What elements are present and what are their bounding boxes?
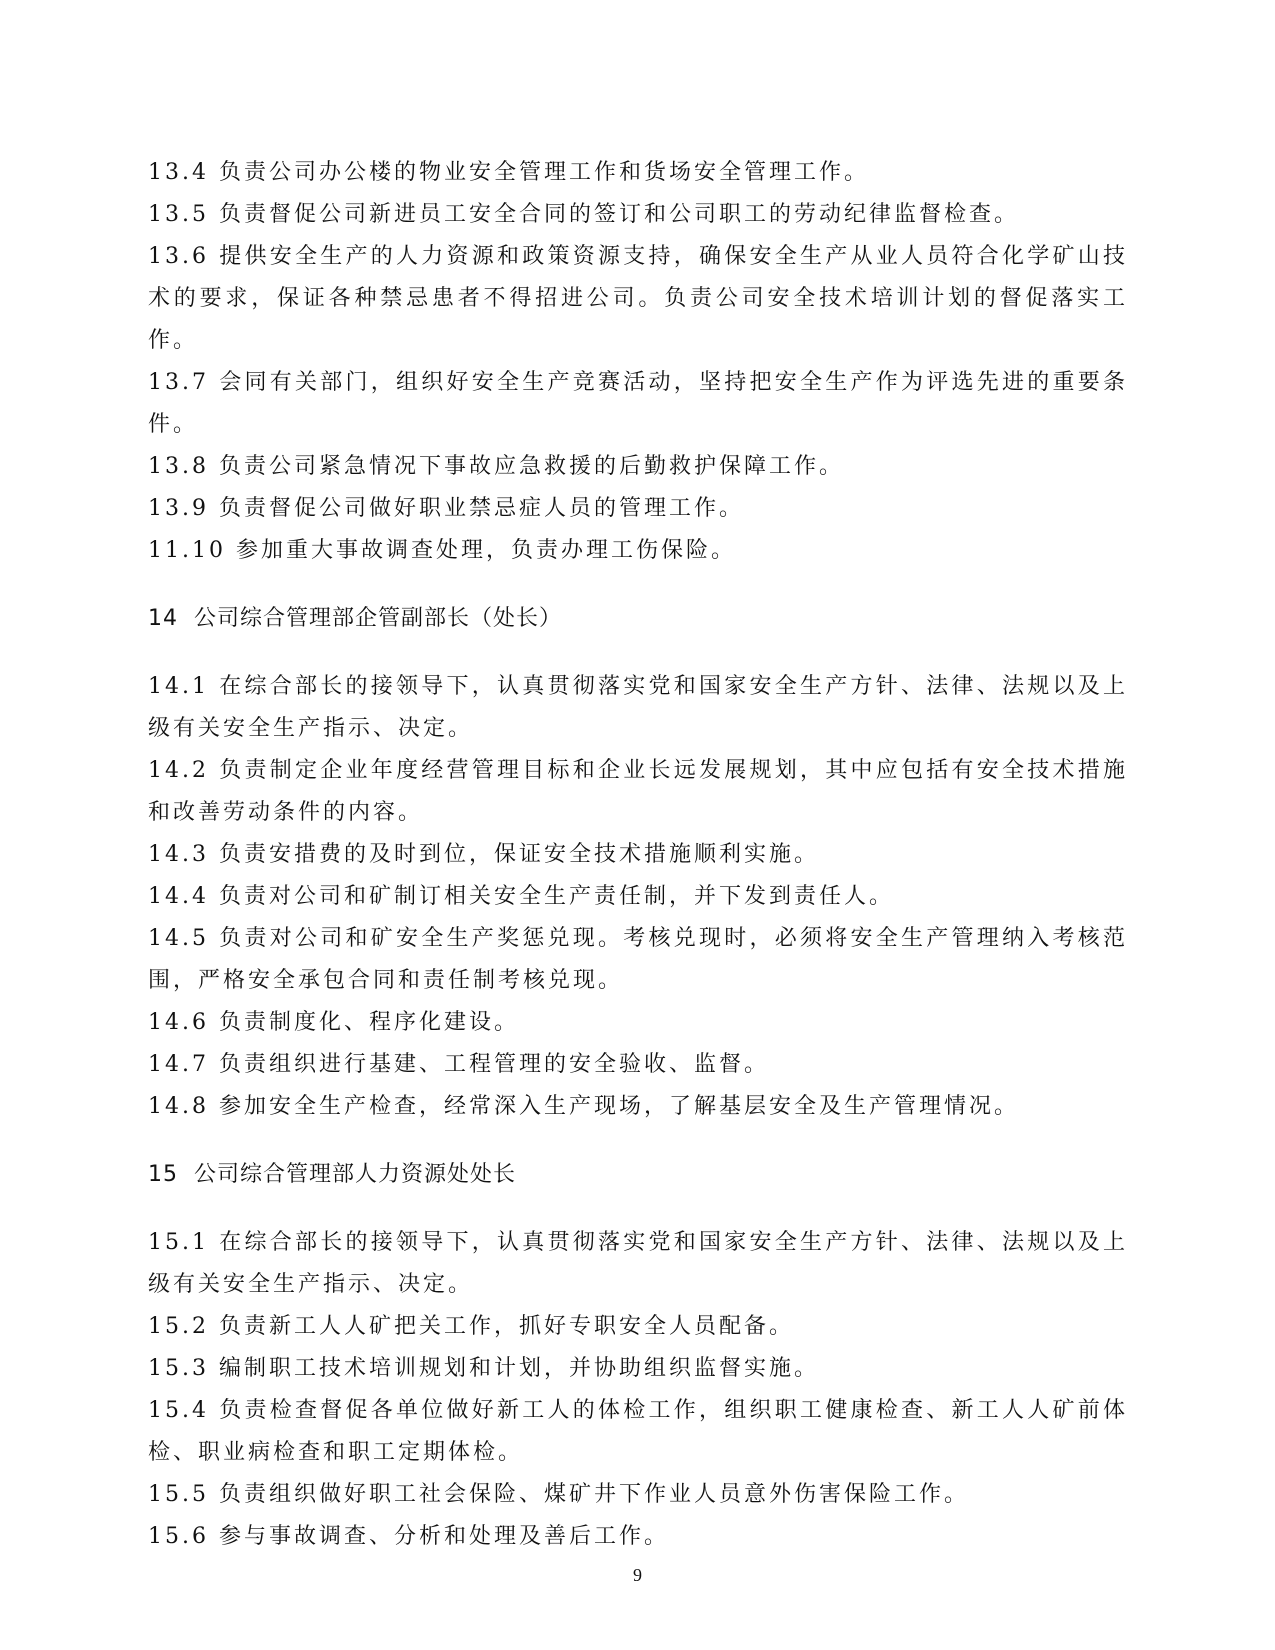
- section-14-heading: [148, 598, 1128, 640]
- list-item: 14.2 负责制定企业年度经营管理目标和企业长远发展规划，其中应包括有安全技术措施和改善劳动条件的内容。: [148, 758, 1128, 825]
- list-item: 14.4 负责对公司和矿制订相关安全生产责任制，并下发到责任人。: [148, 884, 894, 909]
- list-item: 14.1 在综合部长的接领导下，认真贯彻落实党和国家安全生产方针、法律、法规以及上级有关安全生产指示、决定。: [148, 674, 1128, 741]
- section-15-list: [148, 1222, 1128, 1558]
- list-item: 13.8 负责公司紧急情况下事故应急救援的后勤救护保障工作。: [148, 454, 844, 479]
- list-item: 13.5 负责督促公司新进员工安全合同的签订和公司职工的劳动纪律监督检查。: [148, 202, 1019, 227]
- section-15-title: 公司综合管理部人力资源处处长: [194, 1162, 517, 1187]
- section-14-list: [148, 666, 1128, 1128]
- section-14-number: 14: [148, 606, 178, 631]
- list-item: 15.2 负责新工人人矿把关工作，抓好专职安全人员配备。: [148, 1314, 794, 1339]
- list-item: 14.8 参加安全生产检查，经常深入生产现场，了解基层安全及生产管理情况。: [148, 1094, 1019, 1119]
- list-item: 15.4 负责检查督促各单位做好新工人的体检工作，组织职工健康检查、新工人人矿前体检、职业病检查和职工定期体检。: [148, 1398, 1128, 1465]
- page-number: 9: [633, 1565, 642, 1585]
- document-body: [148, 152, 1128, 1558]
- list-item: 15.5 负责组织做好职工社会保险、煤矿井下作业人员意外伤害保险工作。: [148, 1482, 969, 1507]
- list-item: 15.6 参与事故调查、分析和处理及善后工作。: [148, 1524, 669, 1549]
- list-item: 11.10 参加重大事故调查处理，负责办理工伤保险。: [148, 538, 736, 563]
- section-15-number: 15: [148, 1162, 178, 1187]
- list-item: 13.9 负责督促公司做好职业禁忌症人员的管理工作。: [148, 496, 744, 521]
- list-item: 14.3 负责安措费的及时到位，保证安全技术措施顺利实施。: [148, 842, 819, 867]
- list-item: 14.6 负责制度化、程序化建设。: [148, 1010, 519, 1035]
- section-14-title: 公司综合管理部企管副部长（处长）: [194, 606, 563, 631]
- section-15-heading: [148, 1154, 1128, 1196]
- list-item: 13.4 负责公司办公楼的物业安全管理工作和货场安全管理工作。: [148, 160, 869, 185]
- list-item: 13.7 会同有关部门，组织好安全生产竞赛活动，坚持把安全生产作为评选先进的重要条件。: [148, 370, 1128, 437]
- list-item: 14.5 负责对公司和矿安全生产奖惩兑现。考核兑现时，必须将安全生产管理纳入考核范围，严格安全承包合同和责任制考核兑现。: [148, 926, 1128, 993]
- section-13-list: [148, 152, 1128, 572]
- list-item: 15.1 在综合部长的接领导下，认真贯彻落实党和国家安全生产方针、法律、法规以及上级有关安全生产指示、决定。: [148, 1230, 1128, 1297]
- list-item: 14.7 负责组织进行基建、工程管理的安全验收、监督。: [148, 1052, 769, 1077]
- list-item: 13.6 提供安全生产的人力资源和政策资源支持，确保安全生产从业人员符合化学矿山技术的要求，保证各种禁忌患者不得招进公司。负责公司安全技术培训计划的督促落实工作。: [148, 244, 1128, 353]
- list-item: 15.3 编制职工技术培训规划和计划，并协助组织监督实施。: [148, 1356, 819, 1381]
